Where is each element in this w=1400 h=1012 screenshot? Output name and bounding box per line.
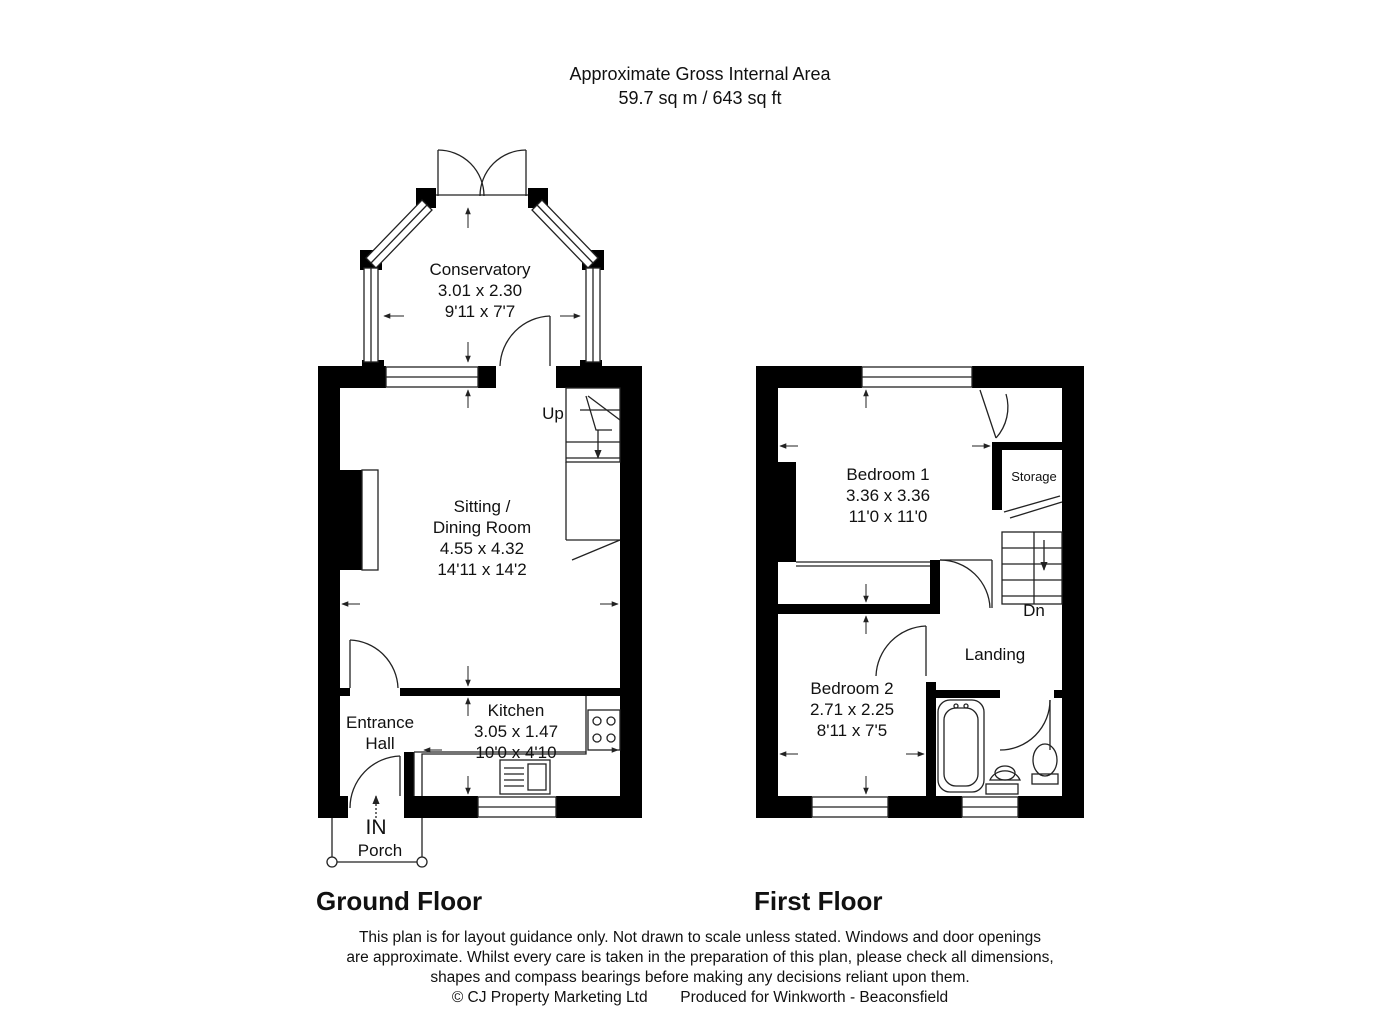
room-metric: 3.36 x 3.36 xyxy=(845,486,931,505)
room-label-bedroom-1 xyxy=(846,464,930,527)
room-name: Kitchen xyxy=(487,701,545,720)
first-floor-title: First Floor xyxy=(754,886,883,916)
room-imperial: 8'11 x 7'5 xyxy=(816,721,888,740)
room-name: Sitting / xyxy=(453,497,511,516)
stairs-up-label: Up xyxy=(542,404,564,423)
area-header-value: 59.7 sq m / 643 sq ft xyxy=(618,88,782,108)
room-metric: 3.01 x 2.30 xyxy=(437,281,523,300)
room-label-bedroom-2 xyxy=(810,678,894,741)
room-label-porch: Porch xyxy=(357,841,403,860)
area-header-title: Approximate Gross Internal Area xyxy=(569,64,831,84)
disclaimer-line-3: shapes and compass bearings before making any decisions reliant upon them. xyxy=(430,969,970,986)
room-metric: 4.55 x 4.32 xyxy=(439,539,525,558)
room-label-storage: Storage xyxy=(1011,469,1057,484)
produced-for-text: Produced for Winkworth - Beaconsfield xyxy=(680,989,949,1006)
area-header xyxy=(569,62,830,110)
room-metric: 2.71 x 2.25 xyxy=(809,700,895,719)
room-name: Conservatory xyxy=(429,260,531,279)
room-name-line2: Dining Room xyxy=(432,518,532,537)
room-name: Entrance xyxy=(345,713,415,732)
ground-floor-title: Ground Floor xyxy=(316,886,483,916)
room-imperial: 11'0 x 11'0 xyxy=(848,507,928,526)
disclaimer xyxy=(346,928,1053,1008)
room-label-entrance-hall xyxy=(346,712,414,754)
room-label-sitting-dining xyxy=(433,496,531,580)
room-label-kitchen xyxy=(474,700,558,763)
room-imperial: 14'11 x 14'2 xyxy=(437,560,527,579)
first-floor-plan xyxy=(756,366,1084,818)
copyright-text: © CJ Property Marketing Ltd xyxy=(451,989,648,1006)
ground-floor-fixtures xyxy=(327,388,620,867)
room-label-conservatory xyxy=(429,259,530,322)
room-metric: 3.05 x 1.47 xyxy=(473,722,559,741)
stairs-down-label: Dn xyxy=(1023,601,1045,620)
room-name-line2: Hall xyxy=(365,734,395,753)
credit-line xyxy=(346,988,1053,1008)
disclaimer-line-2: are approximate. Whilst every care is taken in the preparation of this plan, please check all dimensions, xyxy=(346,949,1054,966)
room-name: Bedroom 1 xyxy=(846,465,930,484)
disclaimer-line-1: This plan is for layout guidance only. Not drawn to scale unless stated. Windows and door openings xyxy=(358,929,1042,946)
room-imperial: 10'0 x 4'10 xyxy=(475,743,557,762)
entry-label: IN xyxy=(365,816,387,839)
room-label-landing: Landing xyxy=(964,645,1026,664)
room-imperial: 9'11 x 7'7 xyxy=(444,302,516,321)
room-name: Bedroom 2 xyxy=(810,679,894,698)
